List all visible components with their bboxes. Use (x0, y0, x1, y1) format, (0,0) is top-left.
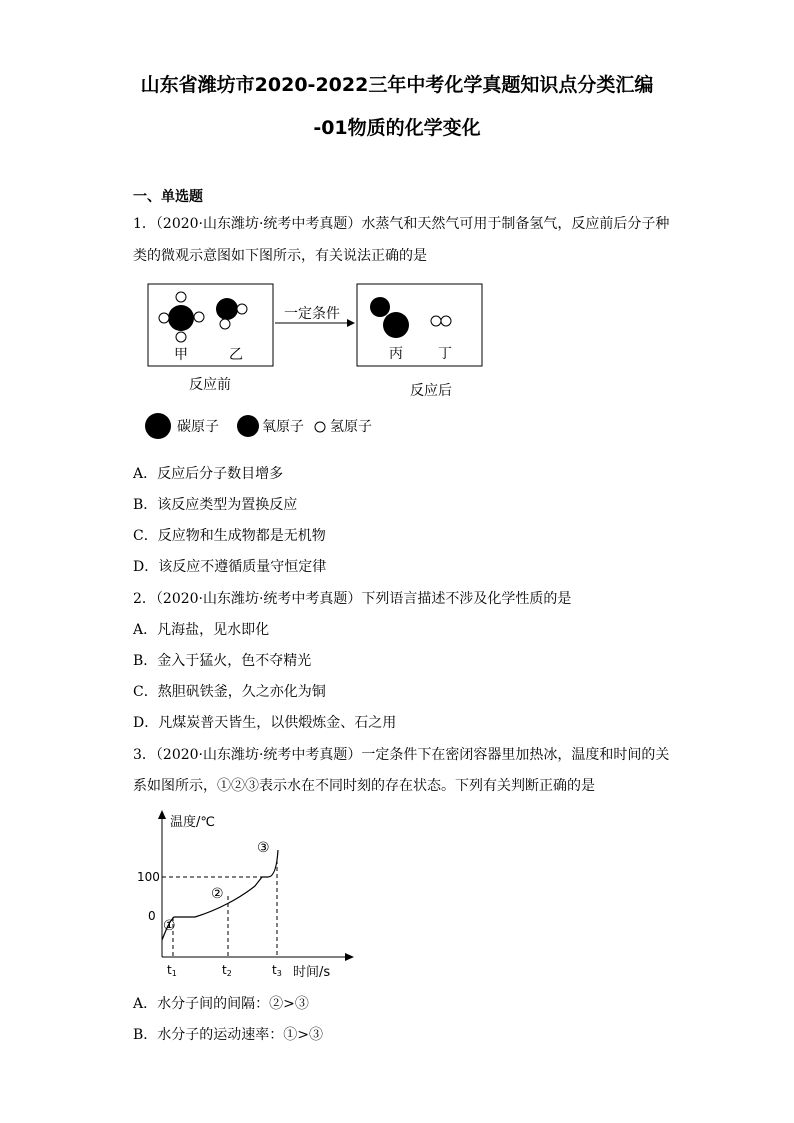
label-jia: 甲 (174, 347, 188, 363)
arrow-condition-label: 一定条件 (284, 306, 340, 322)
document-title-line1: 山东省潍坊市2020-2022三年中考化学真题知识点分类汇编 (140, 74, 654, 96)
legend-carbon-symbol (145, 413, 171, 439)
q3-option-a: A．水分子间的间隔：②>③ (133, 996, 309, 1012)
q1-option-d: D．该反应不遵循质量守恒定律 (133, 559, 327, 575)
q1-option-a: A．反应后分子数目增多 (133, 466, 284, 482)
y-tick-0: 0 (148, 909, 156, 923)
state-mark-2: ② (211, 886, 224, 902)
y-tick-100: 100 (137, 870, 160, 884)
x-tick-t3: t3 (272, 963, 282, 978)
label-bing: 丙 (389, 346, 403, 362)
y-axis-arrow (158, 810, 166, 819)
q1-reaction-diagram (0, 0, 794, 450)
label-ding: 丁 (438, 346, 452, 362)
q2-option-a: A．凡海盐，见水即化 (133, 622, 270, 638)
q2-stem: 2．（2020·山东潍坊·统考中考真题）下列语言描述不涉及化学性质的是 (133, 591, 572, 607)
caption-after: 反应后 (410, 383, 452, 399)
state-mark-3: ③ (257, 840, 270, 856)
legend-hydrogen-symbol (315, 422, 325, 432)
q2-option-b: B．金入于猛火，色不夺精光 (133, 653, 312, 669)
state-mark-1: ① (163, 918, 176, 934)
x-tick-t2: t2 (222, 963, 232, 978)
q3-temperature-graph (0, 800, 794, 985)
x-tick-t1: t1 (167, 963, 177, 978)
atom-legend (145, 413, 372, 439)
molecule-bing (370, 297, 409, 338)
molecule-ding (431, 316, 451, 326)
q3-stem-line2: 系如图所示，①②③表示水在不同时刻的存在状态。下列有关判断正确的是 (133, 778, 595, 794)
q3-option-b: B．水分子的运动速率：①>③ (133, 1027, 324, 1043)
label-yi: 乙 (229, 347, 243, 363)
before-reaction-box (148, 284, 273, 366)
caption-before: 反应前 (189, 377, 231, 393)
reaction-arrow-head (347, 319, 355, 327)
after-reaction-box (357, 284, 482, 366)
y-axis-label: 温度/℃ (170, 815, 215, 830)
q1-stem-line1: 1．（2020·山东潍坊·统考中考真题）水蒸气和天然气可用于制备氢气，反应前后分子种 (133, 216, 670, 232)
q1-option-b: B．该反应类型为置换反应 (133, 497, 298, 513)
legend-carbon-label: 碳原子 (177, 419, 219, 435)
x-axis-label: 时间/s (293, 965, 331, 980)
q3-stem-line1: 3．（2020·山东潍坊·统考中考真题）一定条件下在密闭容器里加热冰，温度和时间的关 (133, 747, 670, 763)
legend-oxygen-symbol (237, 415, 259, 437)
x-axis-arrow (345, 953, 354, 961)
molecule-jia (159, 292, 204, 342)
legend-oxygen-label: 氧原子 (262, 419, 304, 435)
section-heading: 一、单选题 (133, 189, 203, 205)
q2-option-c: C．熬胆矾铁釜，久之亦化为铜 (133, 684, 326, 700)
document-title-line2: -01物质的化学变化 (313, 117, 481, 139)
q1-stem-line2: 类的微观示意图如下图所示，有关说法正确的是 (133, 248, 427, 264)
molecule-yi (216, 298, 247, 329)
q1-option-c: C．反应物和生成物都是无机物 (133, 528, 326, 544)
legend-hydrogen-label: 氢原子 (330, 419, 372, 435)
q2-option-d: D．凡煤炭普天皆生，以供煅炼金、石之用 (133, 715, 397, 731)
